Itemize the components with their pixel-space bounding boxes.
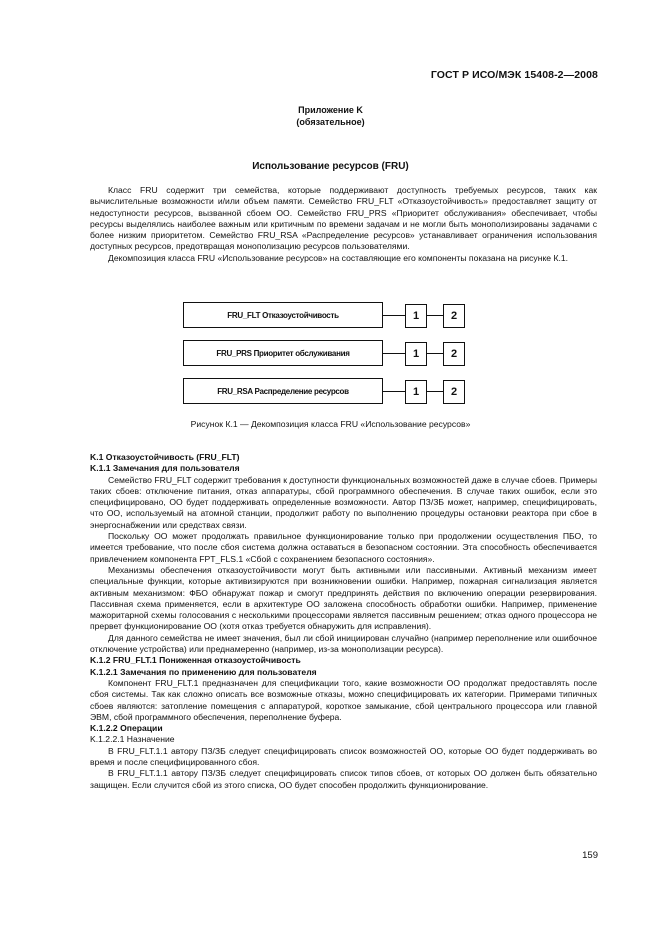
family-box: FRU_PRS Приоритет обслуживания [183,340,383,366]
component-box: 2 [443,342,465,366]
annex-title [0,104,661,128]
heading-k1-2-1: K.1.2.1 Замечания по применению для пользователя [90,666,317,677]
main-text [90,452,597,791]
connector-line [383,391,405,392]
component-box: 1 [405,304,427,328]
heading-k1: K.1 Отказоустойчивость (FRU_FLT) [90,452,240,462]
paragraph: Механизмы обеспечения отказоустойчивости могут быть активными или пассивными. Активный механизм имеет специальные функции, которые активизируются при возникновении ошибки. Например, пожарная сигнализация является активным механизмом: ФБО обнаружат пожар и смогут предпринять действия по включению операции резервирования. Пассивная схема применяется, если в архитектуре ОО заложена способность обработки ошибки. Например, применение мажоритарной схемы голосования с несколькими процессорами является пассивным решением; отказ одного процессора не прервет функционирование ОО (хотя отказ требуется обнаружить для исправления). [90,564,597,632]
figure-caption: Рисунок К.1 — Декомпозиция класса FRU «Использование ресурсов» [190,419,471,429]
decomposition-diagram [183,302,473,412]
intro-paragraph: Декомпозиция класса FRU «Использование ресурсов» на составляющие его компоненты показана на рисунке К.1. [108,252,569,263]
intro-text [90,185,597,264]
paragraph: Компонент FRU_FLT.1 предназначен для спецификации того, какие возможности ОО продолжат предоставлять после сбоя системы. Так как сложно описать все возможные отказы, можно специфицировать их категории. Примерами типичных сбоев являются: затопление помещения с аппаратурой, короткое замыкание, сбой центрального процессора или главной ЭВМ, сбой программного обеспечения, переполнение буфера. [90,677,597,722]
component-box: 1 [405,342,427,366]
family-box: FRU_FLT Отказоустойчивость [183,302,383,328]
annex-label: Приложение K [298,105,363,115]
connector-line [427,353,443,354]
heading-k1-2-2: K.1.2.2 Операции [90,723,163,734]
diagram-row-rsa [183,378,473,406]
document-header: ГОСТ Р ИСО/МЭК 15408-2—2008 [430,69,598,81]
page-number: 159 [582,850,598,861]
paragraph: В FRU_FLT.1.1 автору ПЗ/ЗБ следует специфицировать список возможностей ОО, которые ОО будет поддерживать во время и после специфицированного сбоя. [90,745,597,768]
annex-status: (обязательное) [296,117,365,127]
connector-line [383,353,405,354]
connector-line [427,315,443,316]
diagram-row-prs [183,340,473,368]
paragraph: В FRU_FLT.1.1 автору ПЗ/ЗБ следует специфицировать список типов сбоев, от которых ОО должен быть обязательно защищен. Если случится сбой из этого списка, ОО будет способен продолжить функционирование. [90,768,597,790]
paragraph: Семейство FRU_FLT содержит требования к доступности функциональных возможностей даже в случае сбоев. Примеры таких сбоев: отключение питания, отказ аппаратуры, сбой программного обеспечения. В случае таких ошибок, если это специфицировано, ОО будет поддерживать определенные возможности. Автор ПЗ/ЗБ может, например, специфицировать, что ОО, используемый на атомной станции, продолжит работу по выполнению процедуры остановки реактора при сбое в энергоснабжении или средствах связи. [90,474,597,530]
heading-k1-2-2-1: K.1.2.2.1 Назначение [90,734,175,745]
heading-k1-1: K.1.1 Замечания для пользователя [90,463,240,474]
paragraph: Для данного семейства не имеет значения, был ли сбой инициирован случайно (например переполнение или ошибочное отключение устройства) или преднамеренно (например, из-за монополизации ресурса). [90,632,597,655]
paragraph: Поскольку ОО может продолжать правильное функционирование только при продолжении осуществления ПБО, то имеется требование, что после сбоя система должна оставаться в безопасном состоянии. Эта способность обеспечивается привлечением компонента FPT_FLS.1 «Сбой с сохранением безопасного состояния». [90,531,597,564]
section-title: Использование ресурсов (FRU) [252,161,409,172]
diagram-row-flt [183,302,473,330]
component-box: 2 [443,380,465,404]
heading-k1-2: K.1.2 FRU_FLT.1 Пониженная отказоустойчивость [90,655,301,666]
component-box: 2 [443,304,465,328]
connector-line [383,315,405,316]
intro-paragraph: Класс FRU содержит три семейства, которые поддерживают доступность требуемых ресурсов, таких как вычислительные возможности и/или объем памяти. Семейство FRU_FLT «Отказоустойчивость» предоставляет защиту от недоступности ресурсов, вызванной сбоем ОО. Семейство FRU_PRS «Приоритет обслуживания» обеспечивает, чтобы ресурсы выделялись наиболее важным или критичным по времени задачам и не могли быть монополизированы задачами с более низким приоритетом. Семейство FRU_RSA «Распределение ресурсов» устанавливает ограничения использования доступных ресурсов, предотвращая монополизацию ресурсов пользователями. [90,185,597,252]
connector-line [427,391,443,392]
family-box: FRU_RSA Распределение ресурсов [183,378,383,404]
component-box: 1 [405,380,427,404]
